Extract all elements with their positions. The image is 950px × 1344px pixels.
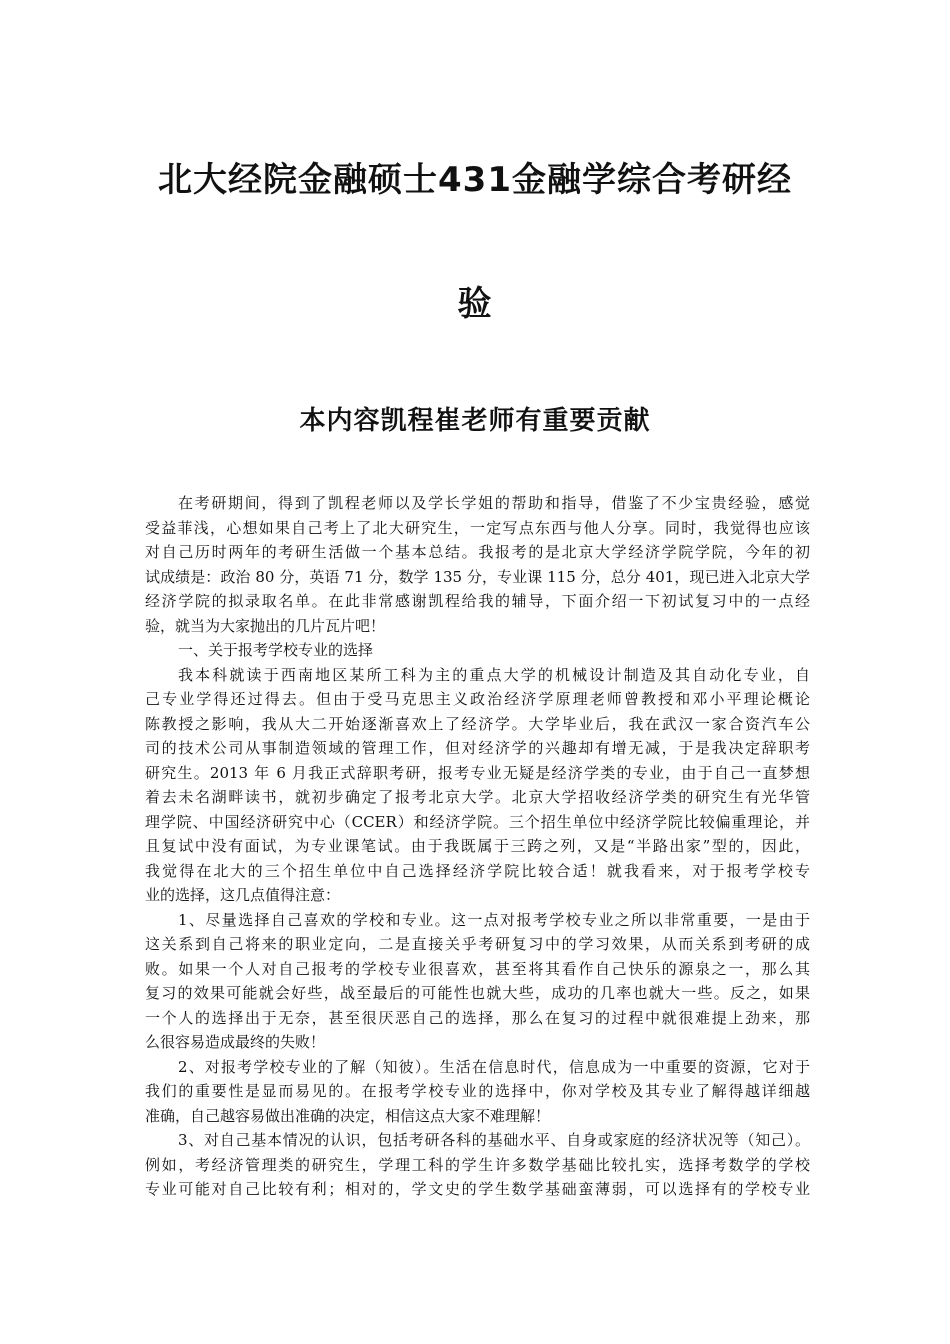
body-text-line: 例如，考经济管理类的研究生，学理工科的学生许多数学基础比较扎实，选择考数学的学校 (145, 1155, 810, 1174)
body-text-line: 么很容易造成最终的失败！ (145, 1033, 326, 1051)
body-text-line: 受益菲浅，心想如果自己考上了北大研究生，一定写点东西与他人分享。同时，我觉得也应该 (145, 518, 810, 537)
document-subtitle: 本内容凯程崔老师有重要贡献 (299, 406, 651, 436)
body-text-line: 一个人的选择出于无奈，甚至很厌恶自己的选择，那么在复习的过程中就很难提上劲来，那 (145, 1008, 810, 1027)
body-text-line: 己专业学得还过得去。但由于受马克思主义政治经济学原理老师曾教授和邓小平理论概论 (145, 690, 810, 708)
body-text-line: 着去未名湖畔读书，就初步确定了报考北京大学。北京大学招收经济学类的研究生有光华管 (145, 788, 810, 806)
body-text-line: 司的技术公司从事制造领域的管理工作，但对经济学的兴趣却有增无减，于是我决定辞职考 (145, 739, 810, 757)
body-text-line: 陈教授之影响，我从大二开始逐渐喜欢上了经济学。大学毕业后，我在武汉一家合资汽车公 (145, 714, 810, 733)
body-text-line: 复习的效果可能就会好些，战至最后的可能性也就大些，成功的几率也就大一些。反之，如果 (145, 984, 810, 1002)
document-body (145, 491, 810, 1202)
body-text-line: 验，就当为大家抛出的几片瓦片吧！ (145, 616, 386, 635)
body-text-line: 准确，自己越容易做出准确的决定，相信这点大家不难理解！ (145, 1106, 551, 1125)
document-title-line-1: 北大经院金融硕士431金融学综合考研经 (158, 160, 792, 200)
body-text-line: 这关系到自己将来的职业定向，二是直接关乎考研复习中的学习效果，从而关系到考研的成 (145, 935, 810, 953)
document-title-line-2: 验 (457, 284, 493, 324)
body-text-line: 我本科就读于西南地区某所工科为主的重点大学的机械设计制造及其自动化专业，自 (178, 665, 810, 684)
body-text-line: 败。如果一个人对自己报考的学校专业很喜欢，甚至将其看作自己快乐的源泉之一，那么其 (145, 959, 810, 978)
body-text-line: 且复试中没有面试，为专业课笔试。由于我既属于三跨之列，又是“半路出家”型的，因此， (145, 837, 810, 855)
body-text-line: 1、尽量选择自己喜欢的学校和专业。这一点对报考学校专业之所以非常重要，一是由于 (178, 910, 810, 929)
body-text-line: 试成绩是：政治 80 分，英语 71 分，数学 135 分，专业课 115 分，总分 401，现已进入北京大学 (145, 567, 810, 586)
body-text-line: 一、关于报考学校专业的选择 (178, 641, 374, 659)
body-text-line: 经济学院的拟录取名单。在此非常感谢凯程给我的辅导，下面介绍一下初试复习中的一点经 (145, 592, 810, 610)
body-text-line: 3、对自己基本情况的认识，包括考研各科的基础水平、自身或家庭的经济状况等（知己）。 (178, 1131, 810, 1149)
body-text-line: 我觉得在北大的三个招生单位中自己选择经济学院比较合适！就我看来，对于报考学校专 (145, 861, 810, 880)
body-text-line: 理学院、中国经济研究中心（CCER）和经济学院。三个招生单位中经济学院比较偏重理论，并 (145, 812, 810, 831)
body-text-line: 2、对报考学校专业的了解（知彼）。生活在信息时代，信息成为一中重要的资源，它对于 (178, 1057, 810, 1076)
body-text-line: 研究生。2013 年 6 月我正式辞职考研，报考专业无疑是经济学类的专业，由于自己一直梦想 (145, 763, 810, 782)
body-text-line: 对自己历时两年的考研生活做一个基本总结。我报考的是北京大学经济学院学院，今年的初 (145, 543, 810, 561)
body-text-line: 在考研期间，得到了凯程老师以及学长学姐的帮助和指导，借鉴了不少宝贵经验，感觉 (178, 494, 810, 512)
body-text-line: 业的选择，这几点值得注意： (145, 886, 341, 904)
body-text-line: 我们的重要性是显而易见的。在报考学校专业的选择中，你对学校及其专业了解得越详细越 (145, 1082, 810, 1100)
body-text-line: 专业可能对自己比较有利；相对的，学文史的学生数学基础蛮薄弱，可以选择有的学校专业 (145, 1180, 810, 1198)
